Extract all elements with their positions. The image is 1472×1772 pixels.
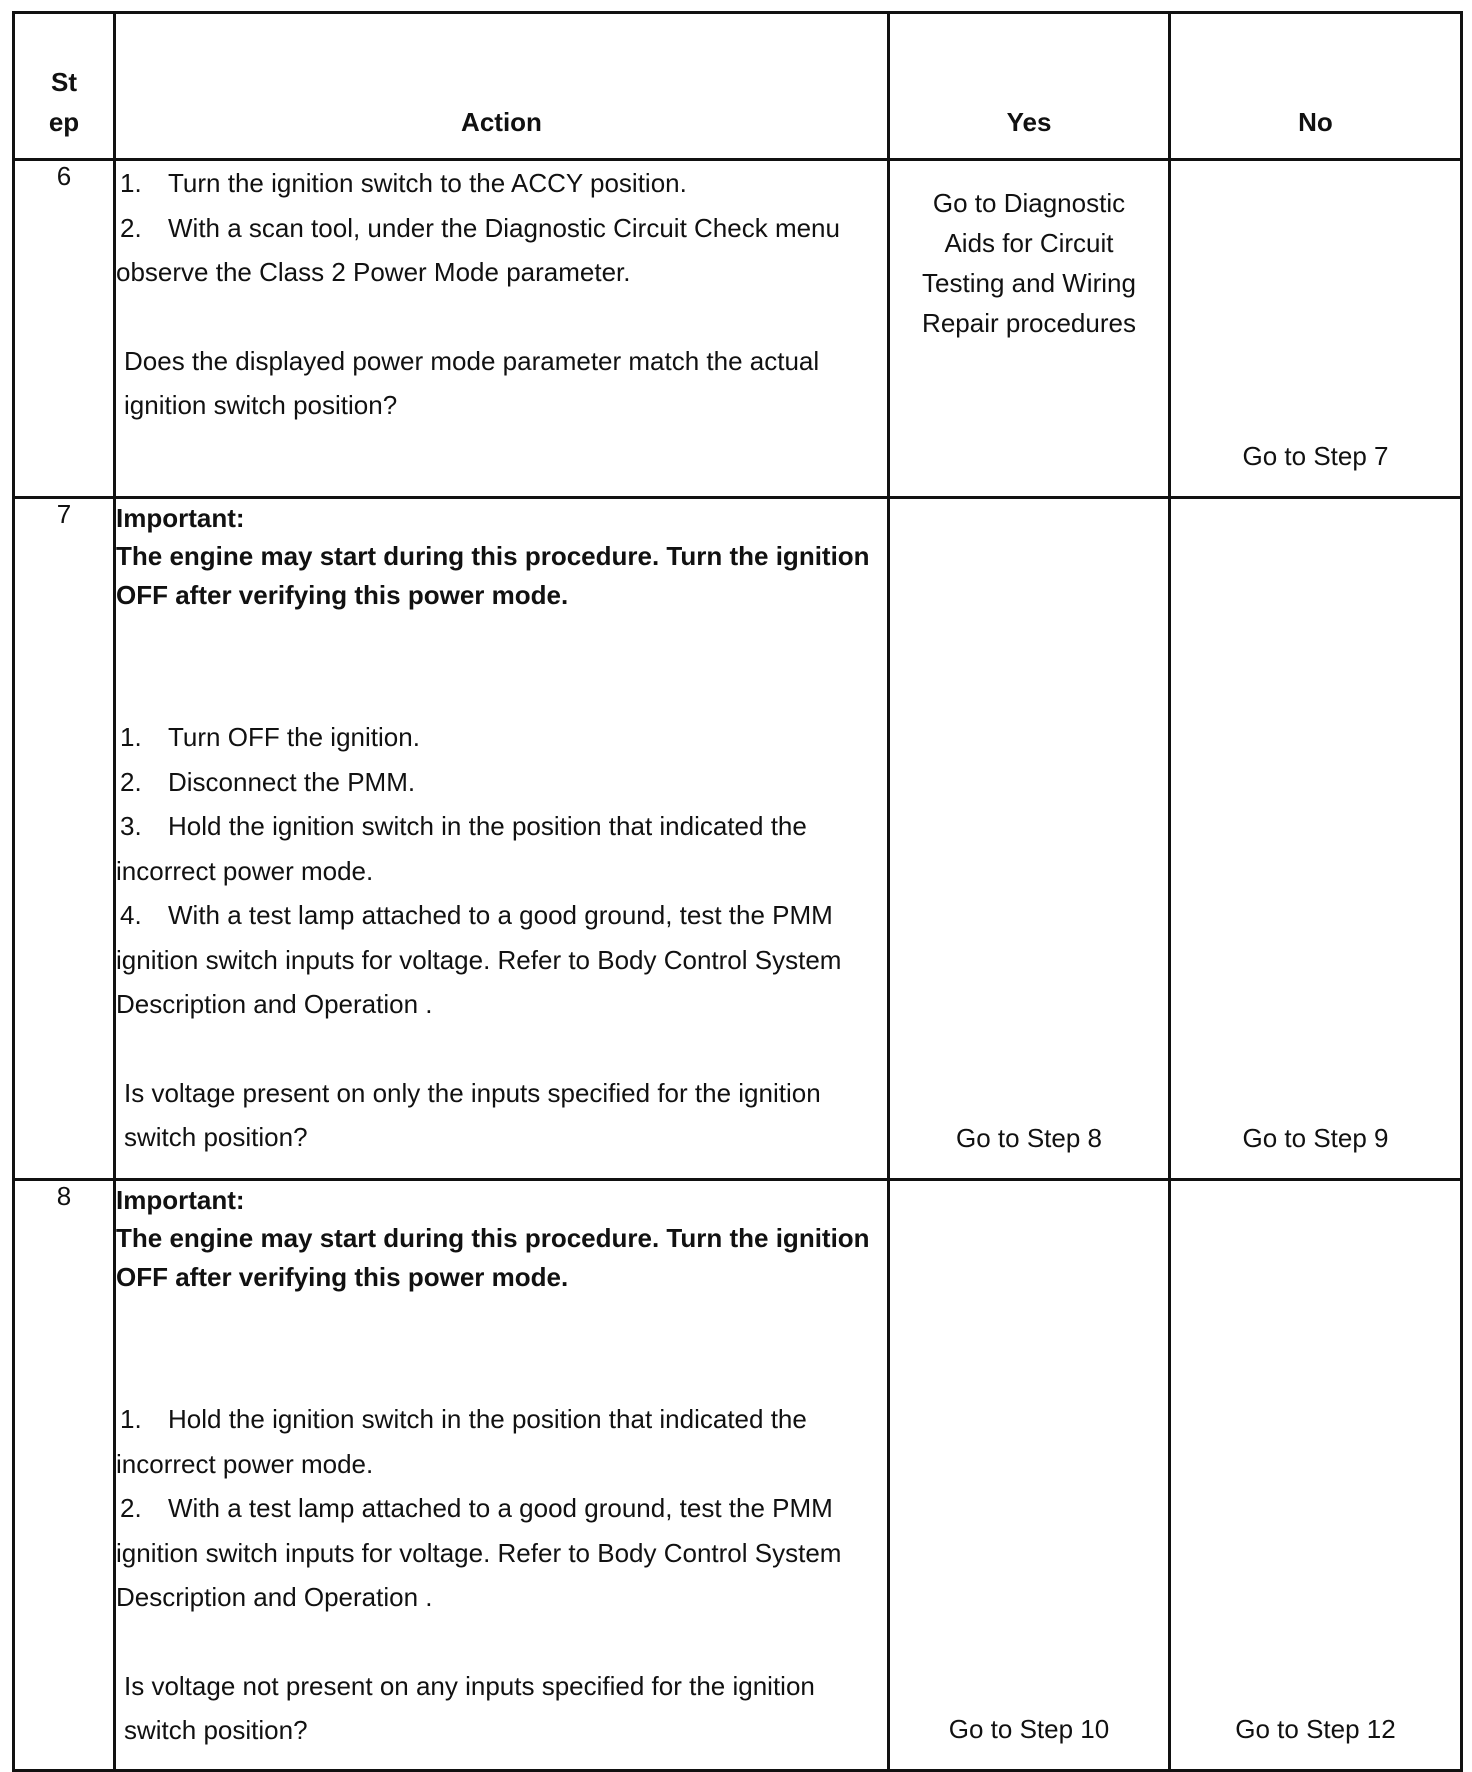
header-row xyxy=(14,13,1462,160)
step-header-line2: ep xyxy=(48,107,80,137)
no-result: Go to Step 12 xyxy=(1235,1714,1396,1744)
action-item xyxy=(116,206,887,295)
action-item xyxy=(116,760,887,805)
action-item-text: Hold the ignition switch in the position that indicated the incorrect power mode. xyxy=(116,1404,807,1479)
action-item xyxy=(116,893,887,1027)
important-note: The engine may start during this procedure. Turn the ignition OFF after verifying this power mode. xyxy=(116,1223,870,1292)
yes-result: Go to Diagnostic Aids for Circuit Testing and Wiring Repair procedures xyxy=(922,188,1136,338)
action-item-number: 2. xyxy=(120,1493,142,1523)
action-item-text: With a test lamp attached to a good ground, test the PMM ignition switch inputs for voltage. Refer to Body Control System Description and Operation . xyxy=(116,900,842,1019)
action-cell xyxy=(115,1180,889,1771)
step-number: 8 xyxy=(14,1180,115,1771)
step-number: 7 xyxy=(14,498,115,1180)
yes-result: Go to Step 8 xyxy=(956,1123,1102,1153)
action-item-number: 2. xyxy=(120,212,142,243)
action-item-number: 2. xyxy=(120,766,142,797)
action-item xyxy=(116,161,887,206)
no-cell xyxy=(1170,498,1462,1180)
action-item xyxy=(116,1486,887,1620)
step-number: 6 xyxy=(14,160,115,498)
action-item-number: 1. xyxy=(120,1404,142,1434)
table-row-step-8 xyxy=(14,1180,1462,1771)
table-row-step-6 xyxy=(14,160,1462,498)
action-item-number: 4. xyxy=(120,900,142,930)
important-title: Important: xyxy=(116,1185,245,1215)
no-column-header: No xyxy=(1170,13,1462,160)
action-item-text: Hold the ignition switch in the position that indicated the incorrect power mode. xyxy=(116,811,807,886)
no-result: Go to Step 7 xyxy=(1242,441,1389,471)
action-cell xyxy=(115,498,889,1180)
yes-cell xyxy=(889,498,1170,1180)
action-cell xyxy=(115,160,889,498)
step-column-header xyxy=(14,13,115,160)
action-item-text: Disconnect the PMM. xyxy=(168,766,416,797)
action-question: Is voltage present on only the inputs specified for the ignition switch position? xyxy=(124,1077,821,1152)
no-cell xyxy=(1170,160,1462,498)
diagnostic-table xyxy=(12,11,1463,1772)
action-item-text: With a test lamp attached to a good ground, test the PMM ignition switch inputs for voltage. Refer to Body Control System Description and Operation . xyxy=(116,1493,842,1612)
action-item xyxy=(116,715,887,760)
yes-result: Go to Step 10 xyxy=(948,1714,1110,1744)
table-row-step-7 xyxy=(14,498,1462,1180)
action-item-text: Turn the ignition switch to the ACCY position. xyxy=(168,168,687,198)
action-item-number: 3. xyxy=(120,811,142,841)
important-title: Important: xyxy=(116,503,245,533)
yes-column-header: Yes xyxy=(889,13,1170,160)
action-item-number: 1. xyxy=(120,168,142,198)
action-item-number: 1. xyxy=(120,722,142,752)
action-column-header: Action xyxy=(115,13,889,160)
no-cell xyxy=(1170,1180,1462,1771)
step-header-line1: St xyxy=(51,67,77,97)
action-question: Does the displayed power mode parameter match the actual ignition switch position? xyxy=(124,345,820,420)
no-result: Go to Step 9 xyxy=(1242,1123,1389,1153)
action-item-text: Turn OFF the ignition. xyxy=(168,722,420,752)
action-question: Is voltage not present on any inputs specified for the ignition switch position? xyxy=(124,1670,815,1745)
important-note: The engine may start during this procedure. Turn the ignition OFF after verifying this power mode. xyxy=(116,541,870,610)
yes-cell xyxy=(889,160,1170,498)
yes-cell xyxy=(889,1180,1170,1771)
action-item xyxy=(116,804,887,893)
action-item xyxy=(116,1397,887,1486)
action-item-text: With a scan tool, under the Diagnostic Circuit Check menu observe the Class 2 Power Mode parameter. xyxy=(116,212,840,287)
